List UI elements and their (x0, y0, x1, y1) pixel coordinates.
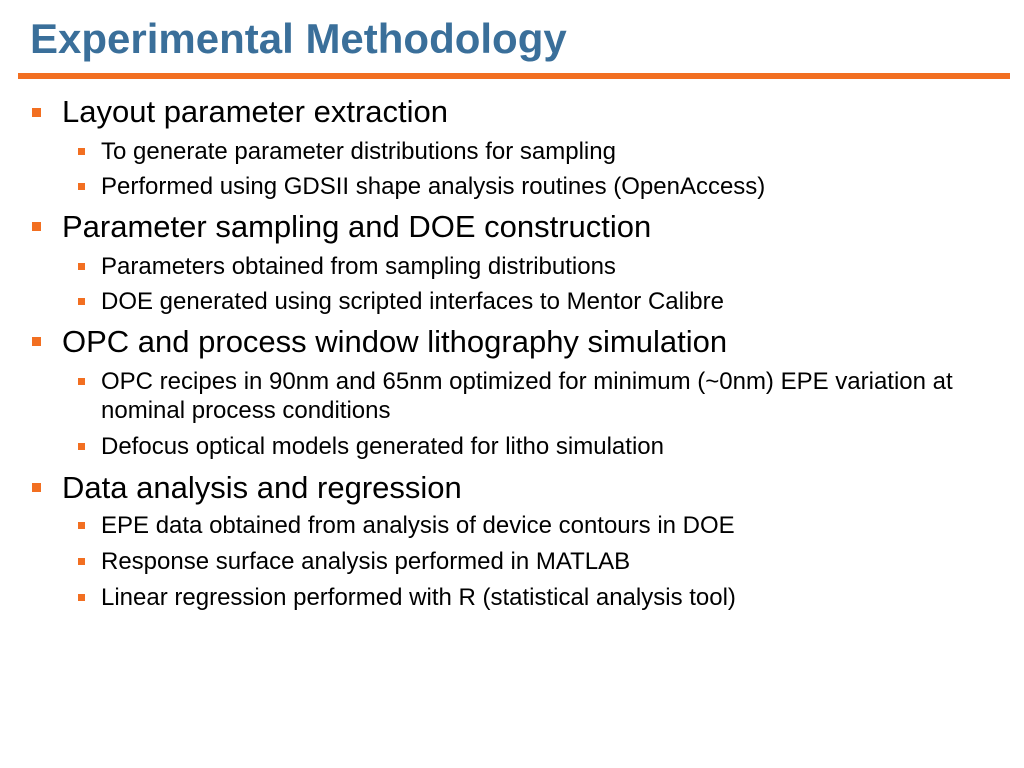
sub-bullet-item: To generate parameter distributions for sampling (101, 138, 616, 165)
bullet-opc-litho-simulation: OPC and process window lithography simulation (62, 324, 728, 359)
bullet-marker-icon (32, 108, 41, 117)
sub-bullet-marker-icon (78, 558, 85, 565)
sub-bullet-item: DOE generated using scripted interfaces to Mentor Calibre (101, 288, 724, 315)
bullet-marker-icon (32, 337, 41, 346)
sub-bullet-marker-icon (78, 594, 85, 601)
sub-bullet-marker-icon (78, 298, 85, 305)
sub-bullet-item: EPE data obtained from analysis of device contours in DOE (101, 512, 735, 539)
sub-bullet-item: Parameters obtained from sampling distributions (101, 253, 616, 280)
sub-bullet-marker-icon (78, 183, 85, 190)
sub-bullet-marker-icon (78, 378, 85, 385)
sub-bullet-item: Linear regression performed with R (statistical analysis tool) (101, 584, 736, 611)
bullet-parameter-sampling: Parameter sampling and DOE construction (62, 209, 652, 244)
slide-title: Experimental Methodology (30, 15, 567, 62)
sub-bullet-item: OPC recipes in 90nm and 65nm optimized for minimum (~0nm) EPE variation at nominal process conditions (101, 368, 953, 424)
bullet-marker-icon (32, 483, 41, 492)
sub-bullet-marker-icon (78, 263, 85, 270)
sub-bullet-marker-icon (78, 148, 85, 155)
bullet-data-analysis: Data analysis and regression (62, 470, 462, 505)
sub-bullet-marker-icon (78, 443, 85, 450)
sub-bullet-item: Response surface analysis performed in MATLAB (101, 548, 631, 575)
sub-bullet-item: Defocus optical models generated for litho simulation (101, 433, 664, 460)
sub-bullet-item: Performed using GDSII shape analysis routines (OpenAccess) (101, 173, 766, 200)
sub-bullet-marker-icon (78, 522, 85, 529)
bullet-marker-icon (32, 222, 41, 231)
bullet-layout-parameter-extraction: Layout parameter extraction (62, 94, 448, 129)
